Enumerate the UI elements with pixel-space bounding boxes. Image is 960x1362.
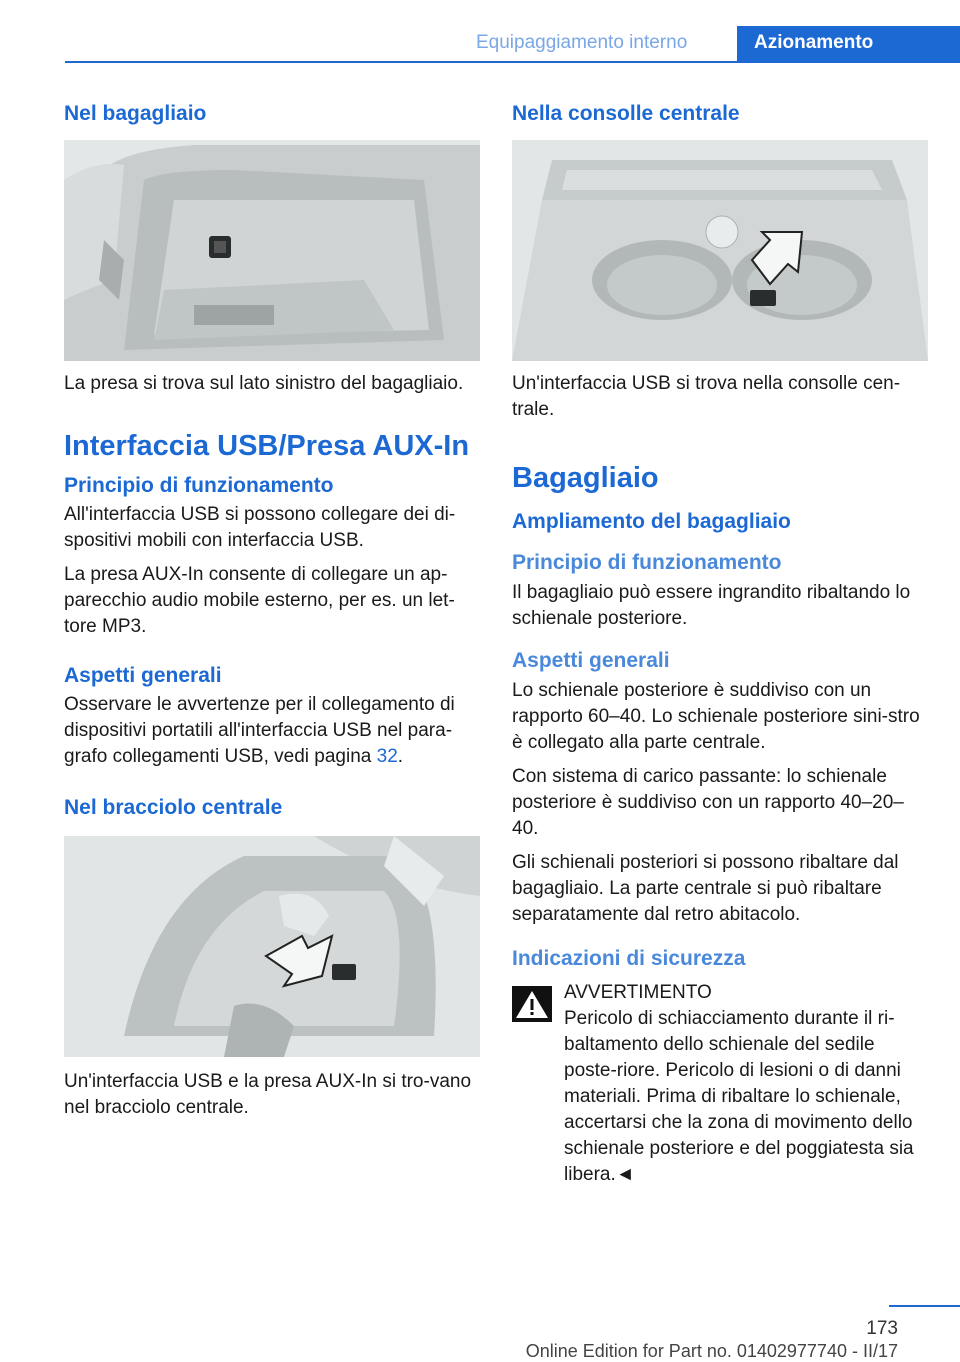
header-chapter-tab: Azionamento (737, 26, 960, 61)
warning-block (512, 980, 928, 1188)
warning-triangle-icon (512, 986, 552, 1022)
text-aspetti-left-end: . (397, 746, 404, 767)
text-aspetti-left (64, 692, 480, 770)
heading-nella-consolle: Nella consolle centrale (512, 102, 740, 125)
text-aspetti-right-2: Con sistema di carico passante: lo schienale posteriore è suddiviso con un rapporto 40–20–40. (512, 766, 904, 839)
heading-aspetti-left: Aspetti generali (64, 664, 222, 687)
edition-note: Online Edition for Part no. 01402977740 - II/17 (525, 1341, 898, 1361)
text-principio-right: Il bagagliaio può essere ingrandito ribaltando lo schienale posteriore. (512, 582, 911, 629)
text-aspetti-left-body: Osservare le avvertenze per il collegamento di dispositivi portatili all'interfaccia USB nel para-grafo collegamenti USB, vedi pagina (64, 694, 455, 767)
armrest-illustration (64, 836, 480, 1057)
text-aspetti-right-3: Gli schienali posteriori si possono ribaltare dal bagagliaio. La parte centrale si può ribaltare separatamente dal retro abitacolo. (512, 852, 899, 925)
figure-trunk-socket (64, 140, 480, 361)
text-aspetti-right-1: Lo schienale posteriore è suddiviso con un rapporto 60–40. Lo schienale posteriore sini-stro è collegato alla parte centrale. (512, 680, 920, 753)
heading-sicurezza: Indicazioni di sicurezza (512, 947, 746, 970)
caption-trunk-socket: La presa si trova sul lato sinistro del bagagliaio. (64, 373, 464, 394)
console-illustration (512, 140, 928, 361)
heading-usb-aux: Interfaccia USB/Presa AUX-In (64, 430, 470, 462)
heading-principio-right: Principio di funzionamento (512, 551, 782, 574)
left-column (64, 100, 480, 1129)
heading-principio-left: Principio di funzionamento (64, 474, 334, 497)
caption-armrest-usb: Un'interfaccia USB e la presa AUX-In si tro-vano nel bracciolo centrale. (64, 1071, 472, 1118)
caption-console-usb: Un'interfaccia USB si trova nella consolle cen-trale. (512, 373, 901, 420)
heading-ampliamento: Ampliamento del bagagliaio (512, 510, 791, 533)
page-link-32[interactable]: 32 (376, 746, 398, 767)
figure-armrest-usb (64, 836, 480, 1057)
trunk-illustration (64, 140, 480, 361)
page-number: 173 (866, 1318, 898, 1339)
heading-nel-bracciolo: Nel bracciolo centrale (64, 796, 283, 819)
figure-console-usb (512, 140, 928, 361)
text-principio-2: La presa AUX-In consente di collegare un ap-parecchio audio mobile esterno, per es. un let-tore MP3. (64, 564, 455, 637)
warning-title: AVVERTIMENTO (564, 982, 712, 1003)
heading-aspetti-right: Aspetti generali (512, 649, 670, 672)
header-section-title: Equipaggiamento interno (476, 32, 688, 53)
text-principio-1: All'interfaccia USB si possono collegare dei di-spositivi mobili con interfaccia USB. (64, 504, 456, 551)
heading-bagagliaio: Bagagliaio (512, 462, 659, 494)
header-rule (65, 61, 960, 63)
right-column (512, 100, 928, 1192)
warning-body: Pericolo di schiacciamento durante il ri-baltamento dello schienale del sedile poste-riore. Pericolo di lesioni o di danni materiali. Prima di ribaltare lo schienale, accertarsi che la zona di movimento dello schienale posteriore e del poggiatesta sia libera.◄ (564, 1008, 914, 1185)
footer-rule (889, 1305, 960, 1307)
heading-nel-bagagliaio: Nel bagagliaio (64, 102, 207, 125)
